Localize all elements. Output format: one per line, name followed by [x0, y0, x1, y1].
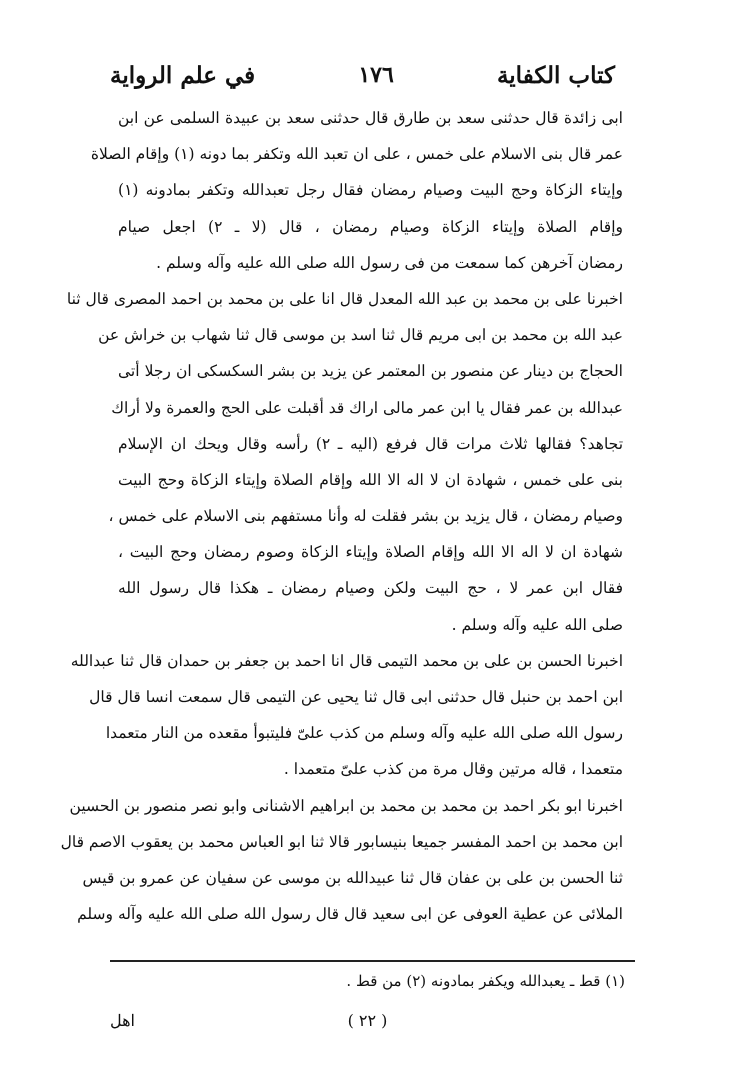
footnote: (١) قط ـ يعبدالله ويكفر بمادونه (٢) من قط .: [346, 972, 625, 990]
text-line: ثنا الحسن بن على بن عفان قال ثنا عبيدالله بن موسى عن سفيان عن عمرو بن قيس: [82, 868, 623, 887]
book-title: كتاب الكفاية: [496, 61, 615, 89]
text-line: عبدالله بن عمر فقال يا ابن عمر مالى اراك قد أقبلت على الحج والعمرة ولا أراك: [111, 398, 623, 417]
text-line: وإيتاء الزكاة وحج البيت وصيام رمضان فقال رجل تعبدالله وتكفر بمادونه (١): [118, 181, 623, 200]
text-line: ابن محمد بن احمد المفسر جميعا بنيسابور قالا ثنا ابو العباس محمد بن يعقوب الاصم قال: [60, 832, 623, 851]
sheet-number: ( ٢٢ ): [347, 1010, 388, 1030]
text-line: اخبرنا على بن محمد بن عبد الله المعدل قال انا على بن محمد بن احمد المصرى قال ثنا: [66, 289, 623, 308]
text-line: ابى زائدة قال حدثنى سعد بن طارق قال حدثنى سعد بن عبيدة السلمى عن ابن: [118, 109, 623, 127]
text-line: شهادة ان لا اله الا الله وإقام الصلاة وإيتاء الزكاة وصوم رمضان وحج البيت ،: [118, 543, 623, 562]
text-line: وإقام الصلاة وإيتاء الزكاة وصيام رمضان ، قال (لا ـ ٢) اجعل صيام: [118, 217, 623, 236]
text-line: رمضان آخرهن كما سمعت من فى رسول الله صلى الله عليه وآله وسلم .: [156, 253, 623, 272]
text-line: عبد الله بن محمد بن ابى مريم قال ثنا اسد بن موسى قال ثنا شهاب بن خراش عن: [98, 326, 623, 345]
text-line: اخبرنا الحسن بن على بن محمد التيمى قال انا احمد بن جعفر بن حمدان قال ثنا عبدالله: [70, 651, 623, 670]
text-line: وصيام رمضان ، قال يزيد بن بشر فقلت له وأنا مستفهم بنى الاسلام على خمس ،: [108, 507, 623, 526]
text-line: متعمدا ، قاله مرتين وقال مرة من كذب علىّ متعمدا .: [283, 760, 623, 779]
text-line: فقال ابن عمر لا ، حج البيت ولكن وصيام رمضان ـ هكذا قال رسول الله: [118, 579, 623, 598]
text-line: عمر قال بنى الاسلام على خمس ، على ان تعبد الله وتكفر بما دونه (١) وإقام الصلاة: [90, 145, 623, 164]
body-text: [60, 100, 624, 932]
text-line: بنى على خمس ، شهادة ان لا اله الا الله وإقام الصلاة وإيتاء الزكاة وحج البيت: [118, 470, 623, 489]
text-line: صلى الله عليه وآله وسلم .: [451, 615, 623, 634]
text-line: ابن احمد بن حنبل قال حدثنى ابى قال ثنا يحيى عن التيمى قال سمعت انسا قال قال: [89, 688, 623, 706]
signature-mark: اهل: [110, 1010, 135, 1030]
page-number: ١٧٦: [358, 62, 394, 88]
text-line: الملائى عن عطية العوفى عن ابى سعيد قال قال رسول الله صلى الله عليه وآله وسلم: [77, 905, 623, 924]
text-line: الحجاج بن دينار عن منصور بن المعتمر عن يزيد بن بشر السكسكى ان رجلا أتى: [118, 362, 623, 381]
book-subtitle: في علم الرواية: [110, 61, 256, 89]
text-line: رسول الله صلى الله عليه وآله وسلم من كذب علىّ فليتبوأ مقعده من النار متعمدا: [105, 724, 623, 743]
page-header: [110, 55, 615, 95]
footnote-divider: [110, 960, 635, 962]
text-line: تجاهد؟ فقالها ثلاث مرات قال فرفع (اليه ـ ٢) رأسه وقال ويحك ان الإسلام: [118, 434, 624, 453]
text-line: اخبرنا ابو بكر احمد بن محمد بن محمد بن ابراهيم الاشنانى وابو نصر منصور بن الحسين: [69, 796, 623, 815]
page-footer: [110, 1005, 625, 1035]
